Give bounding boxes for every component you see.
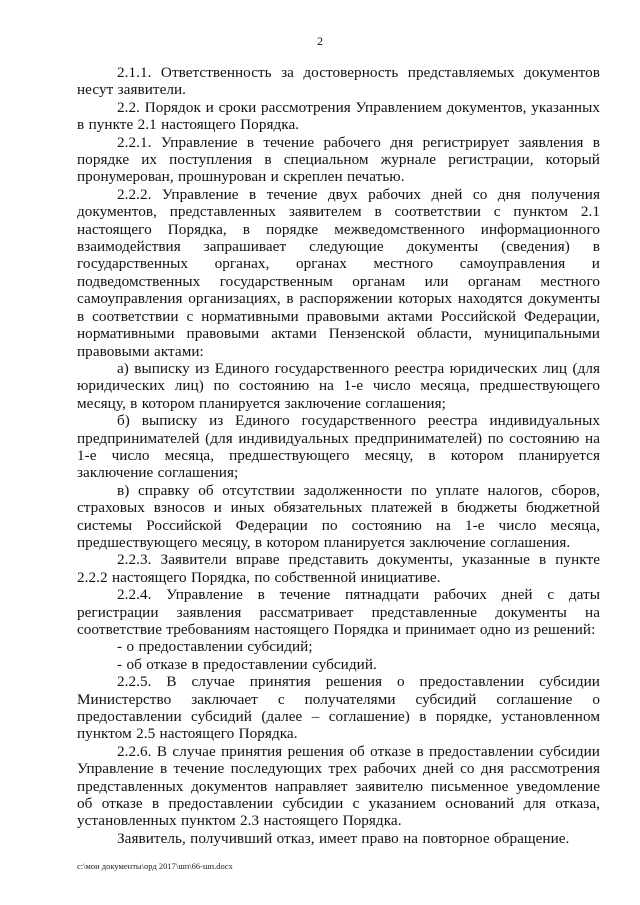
decision-option-grant: - о предоставлении субсидий; xyxy=(117,638,313,656)
paragraph-2-2-1: 2.2.1. Управление в течение рабочего дня регистрирует заявления в порядке их поступления в специальном журнале регистрации, который пронумерован, прошнурован и скреплен печатью. xyxy=(77,133,600,186)
footer-file-path: c:\мои документы\орд 2017\шп\66-шп.docx xyxy=(77,861,233,871)
paragraph-2-2-4: 2.2.4. Управление в течение пятнадцати рабочих дней с даты регистрации заявления рассматривает представленные документы на соответствие требованиям настоящего Порядка и принимает одно из решений: xyxy=(77,586,600,638)
list-item-b: б) выписку из Единого государственного реестра индивидуальных предпринимателей (для индивидуальных предпринимателей) по состоянию на 1-е число месяца, предшествующего месяцу, в котором планируется заключение соглашения; xyxy=(77,412,600,482)
decision-option-refusal: - об отказе в предоставлении субсидий. xyxy=(117,655,377,673)
paragraph-reapply: Заявитель, получивший отказ, имеет право на повторное обращение. xyxy=(117,829,570,847)
document-body xyxy=(77,64,600,847)
paragraph-2-2-5: 2.2.5. В случае принятия решения о предоставлении субсидии Министерство заключает с получателями субсидий соглашение о предоставлении субсидий (далее – соглашение) в порядке, установленном пунктом 2.5 настоящего Порядка. xyxy=(77,673,600,743)
paragraph-2-1-1: 2.1.1. Ответственность за достоверность представляемых документов несут заявители. xyxy=(77,64,600,99)
paragraph-2-2-3: 2.2.3. Заявители вправе представить документы, указанные в пункте 2.2.2 настоящего Порядка, по собственной инициативе. xyxy=(77,551,600,586)
list-item-a: а) выписку из Единого государственного реестра юридических лиц (для юридических лиц) по состоянию на 1-е число месяца, предшествующего месяцу, в котором планируется заключение соглашения; xyxy=(77,359,600,412)
page-number: 2 xyxy=(317,34,323,48)
paragraph-2-2-6: 2.2.6. В случае принятия решения об отказе в предоставлении субсидии Управление в течение последующих трех рабочих дней со дня рассмотрения представленных документов направляет заявителю письменное уведомление об отказе в предоставлении субсидии с указанием оснований для отказа, установленных пунктом 2.3 настоящего Порядка. xyxy=(77,742,600,830)
paragraph-2-2: 2.2. Порядок и сроки рассмотрения Управлением документов, указанных в пункте 2.1 настоящего Порядка. xyxy=(77,98,600,134)
list-item-v: в) справку об отсутствии задолженности по уплате налогов, сборов, страховых взносов и иных обязательных платежей в бюджеты бюджетной системы Российской Федерации по состоянию на 1-е число месяца, предшествующего месяцу, в котором планируется заключение соглашения. xyxy=(77,481,600,551)
paragraph-2-2-2: 2.2.2. Управление в течение двух рабочих дней со дня получения документов, представленных заявителем в соответствии с пунктом 2.1 настоящего Порядка, в порядке межведомственного информационного взаимодействия запрашивает следующие документы (сведения) в государственных органах, органах местного самоуправления и подведомственных государственным органам или органам местного самоуправления организациях, в распоряжении которых находятся документы в соответствии с нормативными правовыми актами Российской Федерации, нормативными правовыми актами Пензенской области, муниципальными правовыми актами: xyxy=(77,185,600,360)
